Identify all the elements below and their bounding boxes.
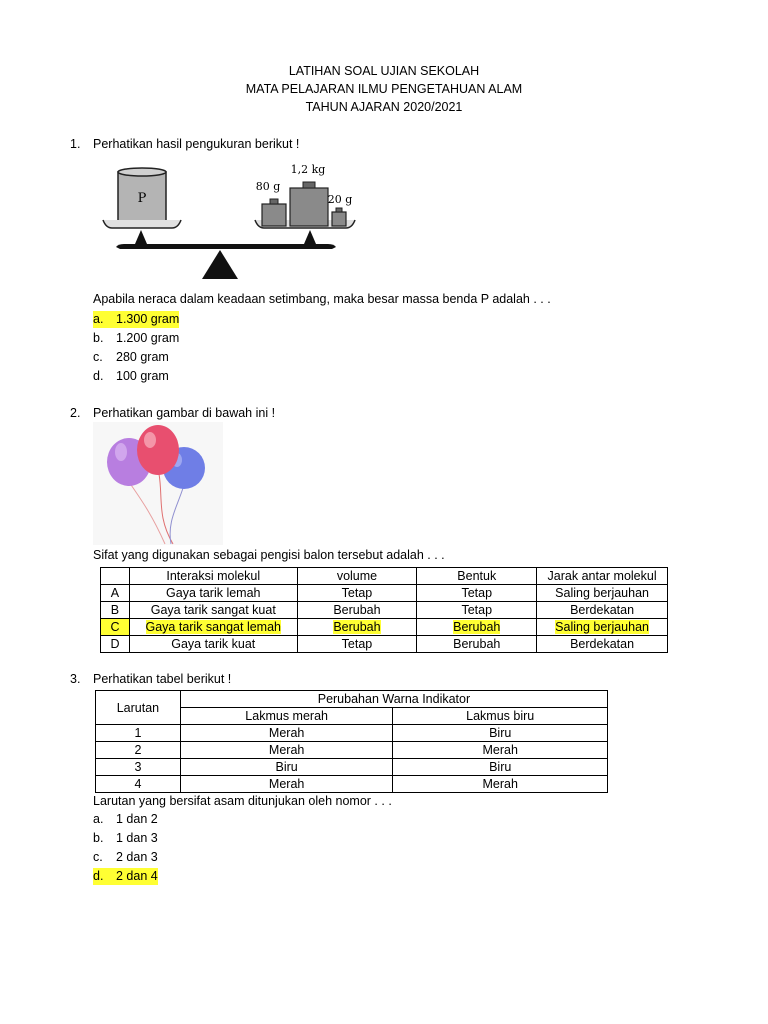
- q2-table-row: [101, 602, 668, 619]
- q2-table-cell: [297, 585, 417, 602]
- q3-table-cell: Biru: [393, 725, 608, 742]
- q2-cell-text: Berubah: [453, 637, 501, 651]
- q3-question: Larutan yang bersifat asam ditunjukan oleh nomor . . .: [93, 794, 392, 808]
- q2-cell-text: Tetap: [461, 586, 493, 600]
- q2-cell-text: Tetap: [341, 586, 373, 600]
- q2-cell-text: Berdekatan: [570, 603, 635, 617]
- q3-table-row: [96, 776, 608, 793]
- q1-option-letter: c.: [93, 350, 103, 364]
- q2-table-cell: [129, 619, 297, 636]
- q3-option-text: 2 dan 3: [116, 850, 158, 864]
- left-support: [135, 230, 147, 244]
- q1-option-letter: b.: [93, 331, 104, 345]
- q3-option-2[interactable]: [93, 849, 158, 866]
- q2-table-cell: [129, 636, 297, 653]
- pink-balloon: [137, 425, 179, 475]
- q3-table-cell: 4: [96, 776, 181, 793]
- q3-table-row: [96, 742, 608, 759]
- q3-table-cell: 1: [96, 725, 181, 742]
- q3-table-cell: 2: [96, 742, 181, 759]
- q2-cell-text: Tetap: [461, 603, 493, 617]
- q3-option-1[interactable]: [93, 830, 158, 847]
- q3-option-letter: d.: [93, 869, 104, 883]
- q3-table-cell: Merah: [180, 725, 393, 742]
- q2-cell-text: Gaya tarik sangat lemah: [145, 620, 281, 634]
- header-line-3: TAHUN AJARAN 2020/2021: [305, 100, 463, 114]
- q2-table-row: [101, 619, 668, 636]
- q2-table-row: [101, 636, 668, 653]
- q2-cell-text: Gaya tarik kuat: [171, 637, 256, 651]
- q3-option-letter: c.: [93, 850, 103, 864]
- q3-th-larutan: Larutan: [96, 691, 181, 725]
- q2-table-cell: [101, 636, 130, 653]
- q3-option-3[interactable]: [93, 868, 158, 885]
- label-80g: 80 g: [255, 180, 281, 193]
- q2-table-cell: [417, 602, 537, 619]
- q3-table-cell: Merah: [180, 776, 393, 793]
- q2-table-cell: [101, 619, 130, 636]
- weight-1-2kg: [290, 182, 328, 226]
- q2-table-cell: [129, 602, 297, 619]
- q1-option-text: 280 gram: [116, 350, 169, 364]
- q1-option-text: 1.200 gram: [116, 331, 180, 345]
- q3-table-cell: Merah: [393, 742, 608, 759]
- q1-option-1[interactable]: [93, 330, 179, 347]
- q2-prompt: Perhatikan gambar di bawah ini !: [93, 406, 276, 420]
- q2-table-cell: [417, 619, 537, 636]
- left-pan: [103, 220, 181, 228]
- q2-table-cell: [537, 585, 668, 602]
- q2-cell-text: Berdekatan: [570, 637, 635, 651]
- q2-table: [100, 567, 668, 653]
- q2-table-cell: [101, 585, 130, 602]
- beam: [116, 244, 336, 249]
- q2-cell-text: Gaya tarik sangat kuat: [150, 603, 276, 617]
- q2-cell-text: Saling berjauhan: [555, 620, 649, 634]
- q3-option-text: 1 dan 2: [116, 812, 158, 826]
- q2-th-1: Interaksi molekul: [129, 568, 297, 585]
- q3-prompt: Perhatikan tabel berikut !: [93, 672, 232, 686]
- q3-option-text: 2 dan 4: [116, 869, 158, 883]
- q2-table-cell: [417, 636, 537, 653]
- q3-option-letter: b.: [93, 831, 104, 845]
- q2-cell-text: C: [110, 620, 120, 634]
- q2-table-header: [101, 568, 668, 585]
- q2-cell-text: A: [110, 586, 120, 600]
- header-line-2: MATA PELAJARAN ILMU PENGETAHUAN ALAM: [245, 82, 523, 96]
- q3-table: [95, 690, 608, 793]
- q2-table-cell: [297, 636, 417, 653]
- q1-question: Apabila neraca dalam keadaan setimbang, maka besar massa benda P adalah . . .: [93, 292, 551, 306]
- q2-table-cell: [537, 636, 668, 653]
- q2-cell-text: Tetap: [341, 637, 373, 651]
- q3-th-lakmus-biru: Lakmus biru: [393, 708, 608, 725]
- q2-cell-text: B: [110, 603, 120, 617]
- q3-option-text: 1 dan 3: [116, 831, 158, 845]
- q1-option-3[interactable]: [93, 368, 169, 385]
- q3-table-cell: Biru: [180, 759, 393, 776]
- right-support: [304, 230, 316, 244]
- object-p-label: P: [137, 191, 147, 206]
- q2-table-cell: [101, 602, 130, 619]
- q2-table-cell: [537, 619, 668, 636]
- q3-table-row: [96, 759, 608, 776]
- q2-cell-text: Saling berjauhan: [555, 586, 649, 600]
- q2-th-3: Bentuk: [417, 568, 537, 585]
- q3-table-row: [96, 725, 608, 742]
- q2-question: Sifat yang digunakan sebagai pengisi balon tersebut adalah . . .: [93, 548, 445, 562]
- q2-table-cell: [297, 619, 417, 636]
- q2-th-4: Jarak antar molekul: [537, 568, 668, 585]
- q2-cell-text: Berubah: [453, 620, 501, 634]
- q2-cell-text: D: [110, 637, 120, 651]
- q1-option-letter: d.: [93, 369, 104, 383]
- q2-table-cell: [537, 602, 668, 619]
- q3-option-letter: a.: [93, 812, 104, 826]
- q1-option-text: 1.300 gram: [116, 312, 180, 326]
- q2-cell-text: Gaya tarik lemah: [166, 586, 261, 600]
- q2-table-cell: [297, 602, 417, 619]
- q1-option-2[interactable]: [93, 349, 169, 366]
- balloons-image: [93, 422, 223, 545]
- q2-number: 2.: [70, 406, 81, 420]
- q3-th-group: Perubahan Warna Indikator: [180, 691, 607, 708]
- q3-table-cell: 3: [96, 759, 181, 776]
- object-p: [118, 168, 166, 224]
- fulcrum: [202, 250, 238, 279]
- q2-table-row: [101, 585, 668, 602]
- weight-20g: [332, 208, 346, 226]
- q3-th-lakmus-merah: Lakmus merah: [180, 708, 393, 725]
- q1-number: 1.: [70, 137, 81, 151]
- weight-80g: [262, 199, 286, 226]
- q1-option-letter: a.: [93, 312, 104, 326]
- q2-table-cell: [129, 585, 297, 602]
- q1-option-0[interactable]: [93, 311, 179, 328]
- q3-number: 3.: [70, 672, 81, 686]
- label-1-2kg: 1,2 kg: [290, 163, 326, 176]
- header-line-1: LATIHAN SOAL UJIAN SEKOLAH: [288, 64, 480, 78]
- q2-cell-text: Berubah: [333, 620, 381, 634]
- q3-table-cell: Biru: [393, 759, 608, 776]
- label-20g: 20 g: [327, 193, 353, 206]
- q2-cell-text: Berubah: [333, 603, 381, 617]
- q1-option-text: 100 gram: [116, 369, 169, 383]
- q2-th-2: volume: [297, 568, 417, 585]
- q3-table-cell: Merah: [393, 776, 608, 793]
- balance-scale-figure: [100, 158, 365, 283]
- q3-option-0[interactable]: [93, 811, 158, 828]
- q2-th-0: [101, 568, 130, 585]
- q1-prompt: Perhatikan hasil pengukuran berikut !: [93, 137, 300, 151]
- q3-table-cell: Merah: [180, 742, 393, 759]
- q2-table-cell: [417, 585, 537, 602]
